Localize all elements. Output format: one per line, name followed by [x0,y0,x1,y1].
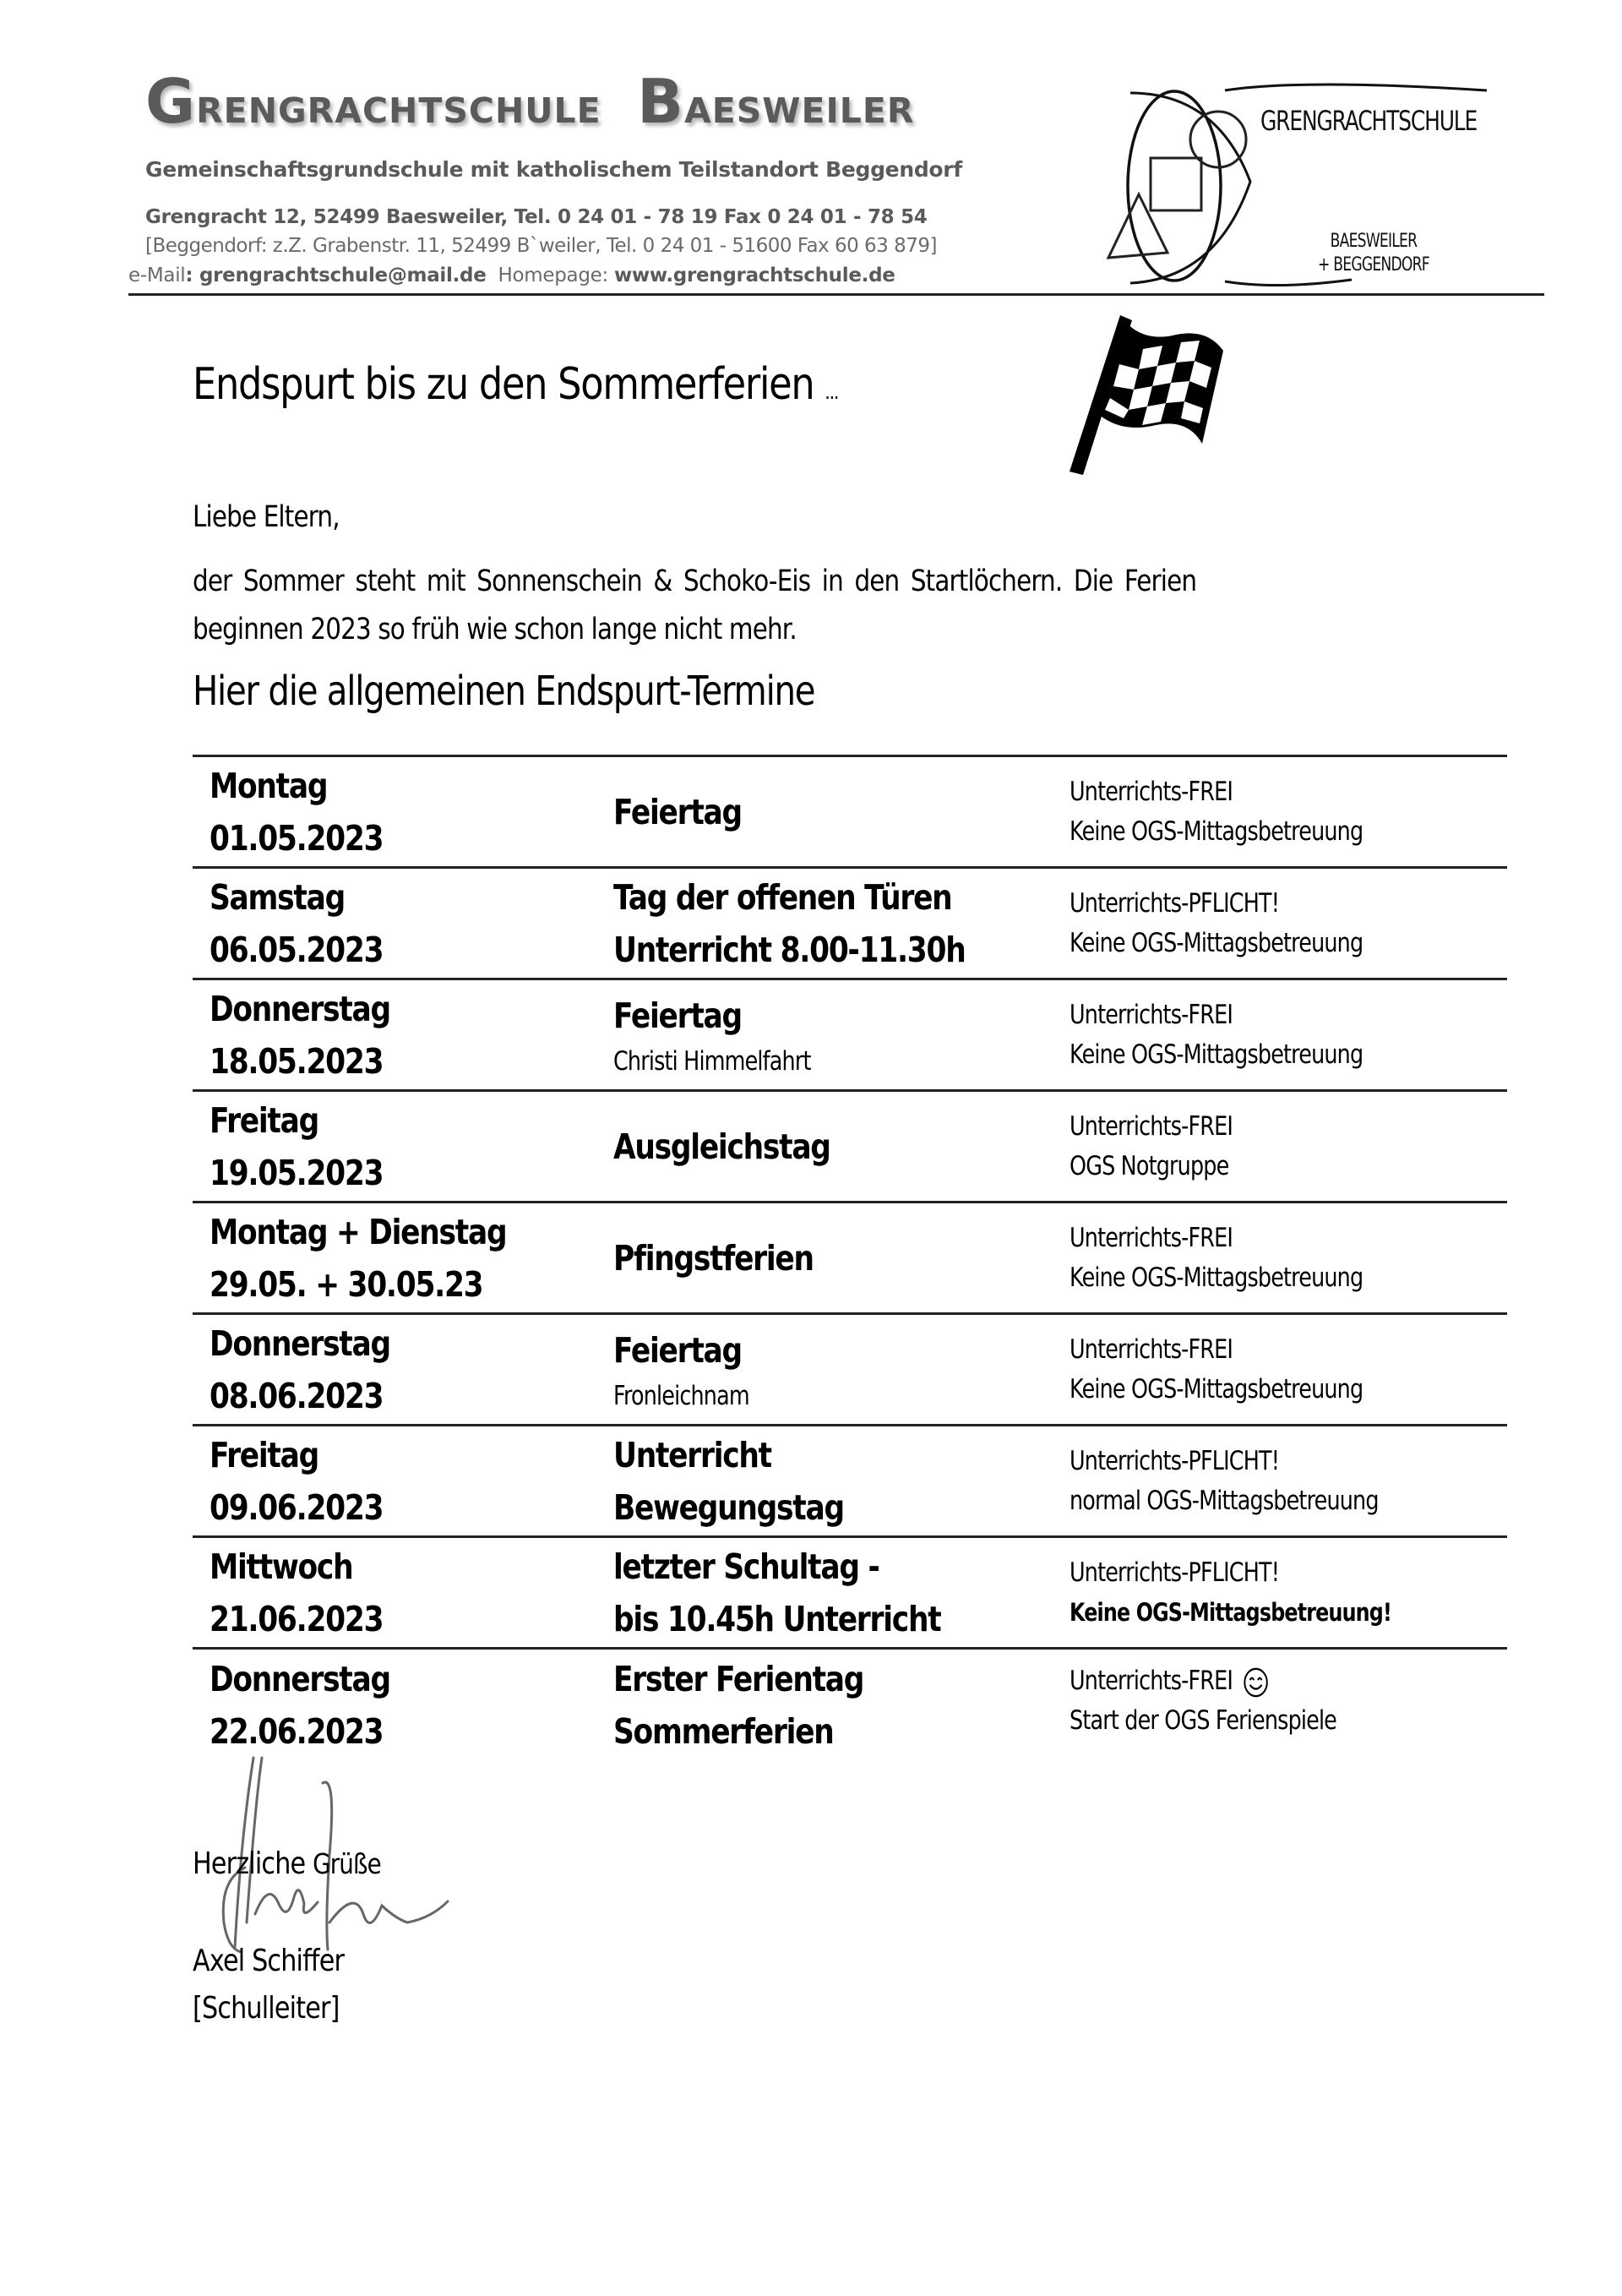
event-cell [613,869,1070,978]
table-row [193,1535,1507,1647]
logo-school-name: GRENGRACHTSCHULE [1260,105,1478,137]
status-cell [1070,1426,1509,1535]
logo-place-names [1318,230,1429,277]
title-initial-b: B [637,66,684,137]
event-note: Fronleichnam [613,1380,749,1411]
date: 18.05.2023 [210,1040,384,1082]
table-row [193,1201,1507,1312]
lesson-status: Unterrichts-FREI [1070,999,1233,1030]
event-title: Feiertag [613,995,742,1036]
event-title: Tag der offenen Türen [613,876,952,918]
date: 01.05.2023 [210,817,384,859]
event-cell [613,1203,1070,1312]
page-title-ellipsis: ... [825,380,839,404]
event-detail: Sommerferien [613,1711,834,1752]
table-row [193,1647,1507,1760]
ogs-status: Keine OGS-Mittagsbetreuung [1070,1373,1363,1404]
weekday: Freitag [210,1099,319,1141]
event-detail: Unterricht 8.00-11.30h [613,929,966,970]
lesson-status: Unterrichts-PFLICHT! [1070,1445,1280,1476]
date: 08.06.2023 [210,1375,384,1416]
weekday: Montag [210,765,328,806]
weekday: Donnerstag [210,1659,390,1699]
ogs-status: Keine OGS-Mittagsbetreuung [1070,815,1363,847]
ogs-status: Keine OGS-Mittagsbetreuung [1070,1262,1363,1293]
lesson-status: Unterrichts-FREI [1070,776,1233,807]
weekday: Mittwoch [210,1546,353,1587]
date-cell [210,869,607,978]
lesson-status: Unterrichts-FREI [1070,1666,1233,1696]
table-row [193,866,1507,978]
event-cell [613,1092,1070,1201]
date-cell [210,1426,607,1535]
event-title: Pfingstferien [613,1237,814,1279]
school-address-branch: [Beggendorf: z.Z. Grabenstr. 11, 52499 B`weiler, Tel. 0 24 01 - 51600 Fax 60 63 879] [145,235,937,257]
weekday: Samstag [210,876,345,918]
date: 21.06.2023 [210,1598,384,1639]
lesson-status: Unterrichts-FREI [1070,1222,1233,1253]
logo-place-line-2: + BEGGENDORF [1318,254,1429,275]
smiley-icon [1243,1666,1269,1699]
event-title: Ausgleichstag [613,1126,830,1167]
table-row [193,755,1507,866]
date-cell [210,1650,607,1764]
ogs-status: Keine OGS-Mittagsbetreuung [1070,1039,1363,1070]
checkered-flag-icon [1054,308,1232,477]
lesson-status: Unterrichts-FREI [1070,1110,1233,1142]
event-note: Christi Himmelfahrt [613,1045,811,1077]
status-cell [1070,869,1509,978]
section-title: Hier die allgemeinen Endspurt-Termine [193,668,815,715]
event-title: Erster Ferientag [613,1659,864,1699]
school-name-title [145,66,915,137]
date: 29.05. + 30.05.23 [210,1263,483,1305]
greeting-part-1: Herzliche [193,1846,313,1881]
date: 22.06.2023 [210,1711,384,1752]
date-cell [210,1092,607,1201]
event-cell [613,980,1070,1089]
event-cell [613,1650,1070,1764]
status-cell [1070,1092,1509,1201]
intro-line-1: der Sommer steht mit Sonnenschein & Schoko-Eis in den Startlöchern. Die Ferien [193,564,1197,598]
email-link[interactable]: : grengrachtschule@mail.de [185,265,487,286]
weekday: Freitag [210,1434,319,1475]
table-row [193,1312,1507,1424]
ogs-status: Keine OGS-Mittagsbetreuung! [1070,1597,1392,1627]
lesson-status: Unterrichts-PFLICHT! [1070,1557,1280,1588]
weekday: Montag + Dienstag [210,1211,507,1252]
homepage-label: Homepage: [498,265,614,286]
closing-greeting [193,1846,381,1881]
schedule-table [193,755,1507,1760]
date-cell [210,1203,607,1312]
school-subtitle: Gemeinschaftsgrundschule mit katholischem Teilstandort Beggendorf [145,157,962,182]
ogs-status: normal OGS-Mittagsbetreuung [1070,1485,1379,1516]
event-detail: Bewegungstag [613,1486,844,1528]
status-cell [1070,980,1509,1089]
status-cell [1070,1203,1509,1312]
homepage-link[interactable]: www.grengrachtschule.de [613,265,895,286]
weekday: Donnerstag [210,988,390,1029]
table-row [193,1424,1507,1535]
signer-role: [Schulleiter] [193,1991,340,2026]
date-cell [210,1538,607,1647]
school-address-main: Grengracht 12, 52499 Baesweiler, Tel. 0 24 01 - 78 19 Fax 0 24 01 - 78 54 [145,206,928,228]
intro-paragraph [193,558,1510,654]
lesson-status: Unterrichts-FREI [1070,1333,1233,1365]
email-label: e-Mail [128,265,186,286]
page-title-text: Endspurt bis zu den Sommerferien [193,359,825,410]
greeting-part-2: Grüße [313,1847,381,1880]
status-cell [1070,757,1509,866]
date: 06.05.2023 [210,929,384,970]
weekday: Donnerstag [210,1323,390,1364]
event-title: Unterricht [613,1434,771,1475]
ogs-status: Keine OGS-Mittagsbetreuung [1070,927,1363,958]
date-cell [210,1315,607,1424]
event-title: letzter Schultag - [613,1546,879,1587]
letterhead-divider [128,293,1544,296]
signer-block [193,1938,344,2032]
signer-name: Axel Schiffer [193,1944,345,1978]
event-cell [613,1426,1070,1535]
logo-place-line-1: BAESWEILER [1330,231,1418,252]
table-row [193,1089,1507,1201]
event-title: Feiertag [613,1329,742,1371]
ogs-status: Start der OGS Ferienspiele [1070,1705,1337,1736]
event-cell [613,1315,1070,1424]
date-cell [210,980,607,1089]
intro-line-2: beginnen 2023 so früh wie schon lange nicht mehr. [193,613,797,646]
status-cell [1070,1538,1509,1647]
title-word-1: rengrachtschule [196,77,601,134]
table-row [193,978,1507,1089]
date: 09.06.2023 [210,1486,384,1528]
event-title: Feiertag [613,791,742,832]
title-word-2: aesweiler [683,77,915,134]
ogs-status: OGS Notgruppe [1070,1150,1229,1181]
date-cell [210,757,607,866]
date: 19.05.2023 [210,1152,384,1193]
status-cell [1070,1315,1509,1424]
event-cell [613,1538,1070,1647]
status-cell [1070,1650,1509,1772]
title-initial-g: G [145,66,197,137]
lesson-status-row [1070,1661,1429,1701]
salutation: Liebe Eltern, [193,500,340,534]
lesson-status: Unterrichts-PFLICHT! [1070,887,1280,919]
event-cell [613,757,1070,866]
school-contact-line [128,265,895,286]
event-detail: bis 10.45h Unterricht [613,1598,941,1639]
page-title [193,359,838,410]
